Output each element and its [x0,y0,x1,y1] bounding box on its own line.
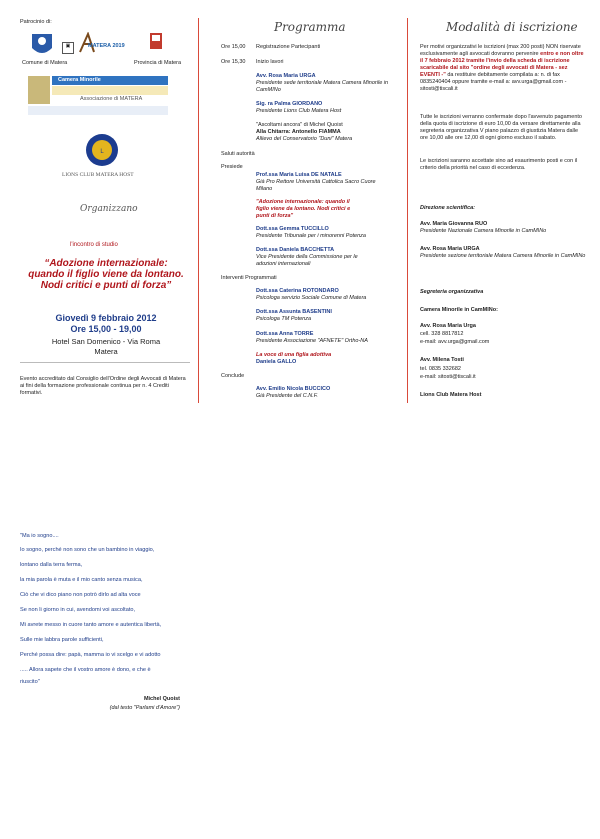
poem-line: Mi avrete messo in cuore tanto amore e autentica libertà, [20,622,162,628]
speaker-buccico-desc: Già Presidente del C.N.F. [256,393,318,399]
provincia-logo [148,31,164,55]
logo-label-provincia: Provincia di Matera [134,60,182,66]
segreteria-title: Segreteria organizzativa [420,289,484,295]
iscrizione-heading: Modalità di iscrizione [446,20,578,34]
contact-tosti-mail[interactable]: e-mail: sitosti@tiscali.it [420,374,476,380]
event-city: Matera [94,347,118,356]
speaker-rotondaro-desc: Psicologa servizio Sociale Comune di Matera [256,295,367,301]
credits-note: Evento accreditato dal Consiglio dell'Ordine degli Avvocati di Matera ai fini della formazione professionale continua per n. 4 Crediti formativi. [20,376,186,396]
lions-label: LIONS CLUB MATERA HOST [62,172,134,178]
poem-author: Michel Quoist [143,696,180,702]
poem-line: Se non li giorno in cui, avendomi voi ascoltato, [20,607,136,613]
svg-text:L: L [100,149,104,155]
iscrizione-p1b: entro e non oltre il 7 febbraio 2012 tramite l'invio della scheda di iscrizione scaricabile dal sito "ordine degli avvocati di Matera - sez EVENTI -" [420,51,584,78]
speaker-basentini-desc: Psicologa TM Potenza [256,316,312,322]
incontro-label: l'incontro di studio [70,242,118,248]
credits-divider [20,362,190,363]
poem-line: Sulle mie labbra parole sufficienti, [20,637,104,643]
iscrizione-p1c: da restituire debitamente compilata a: n. di fax 0835240404 oppure tramite e-mail a: avv.urga@gmail.com - sitosti@tiscali.it [420,72,567,92]
poem-line: riuscito" [20,679,40,685]
ascoltami-title: "Ascoltami ancora" di Michel Quoist [256,122,343,128]
poem-line: ..... Allora sapete che il vostro amore è dono, e che è [20,667,151,673]
organizza-heading: Organizzano [80,204,138,214]
poem-line: "Ma io sogno.... [20,533,59,539]
lions-contact: Lions Club Matera Host [420,392,482,398]
speaker-basentini-name: Dott.ssa Assunta BASENTINI [256,309,332,315]
poem-line: la mia parola è muta e il mio canto senza musica, [20,577,143,583]
poem-line: Ciò che vi dico piano non potrò dirlo ad alta voce [20,592,141,598]
row-text-2: Inizio lavori [256,59,284,65]
partners-label: Patrocinio di: [20,19,52,25]
programma-heading: Programma [274,20,346,34]
lions-logo [84,132,120,168]
direzione-urga-desc: Presidente sezione territoriale Matera Camera Minorile in CamMINo [420,253,586,259]
iscrizione-p2: Tutte le iscrizioni verranno confermate dopo l'avvenuto pagamento della quota di iscrizione di euro 10,00 da versare direttamente alla segreteria organizzativa V piano palazzo di giustizia Matera dalle ore 10,00 alle ore 12,00 di ogni giorno escluso il sabato. [420,114,582,141]
row-text-1: Registrazione Partecipanti [256,44,321,50]
speaker-torre-desc: Presidente Associazione "AFNETE" Ortho-NA [256,338,368,344]
iscrizione-p3: Le iscrizioni saranno accettate sino ad esaurimento posti e con il criterio della priorità nel caso di eccedenza. [420,158,578,171]
speaker-urga-name: Avv. Rosa Maria URGA [256,73,316,79]
chitarra-name: Alla Chitarra: Antonello FIAMMA [256,129,341,135]
speaker-bacchetta-name: Dott.ssa Daniela BACCHETTA [256,247,335,253]
speaker-buccico-name: Avv. Emilio Nicola BUCCICO [256,386,331,392]
chitarra-desc: Allievo del Conservatorio "Duni" Matera [256,136,353,142]
logo-label-comune: Comune di Matera [22,60,68,66]
contact-tosti-tel: tel. 0835 332682 [420,366,461,372]
speaker-torre-name: Dott.ssa Anna TORRE [256,331,314,337]
testimonianza-title: La voce di una figlia adottiva [256,352,332,358]
column-divider-1 [198,18,199,403]
unesco-logo: ▣ [62,42,74,54]
segreteria-org: Camera Minorile in CamMINo: [420,307,498,313]
speaker-giordano-name: Sig. ra Palma GIORDANO [256,101,323,107]
presiede-label: Presiede [221,164,243,170]
comune-matera-logo [24,30,60,58]
interventi-label: Interventi Programmati [221,275,277,281]
poem-line: Perché possa dire: papà, mamma io vi scelgo e vi adotto [20,652,161,658]
event-time: Ore 15,00 - 19,00 [70,324,142,334]
event-venue: Hotel San Domenico - Via Roma [51,337,161,346]
poem [20,533,200,686]
contact-tosti-name: Avv. Milena Tosti [420,357,464,363]
contact-urga-cell: cell. 328 8817812 [420,331,464,337]
speaker-denatale-name: Prof.ssa Maria Luisa DE NATALE [256,172,342,178]
direzione-ruo-desc: Presidente Nazionale Camera Minorile in CamMINo [420,228,547,234]
direzione-ruo-name: Avv. Maria Giovanna RUO [420,221,488,227]
iscrizione-p1a: Per motivi organizzativi le iscrizioni (max 200 posti) NON riservate esclusivamente agli avvocati dovranno pervenire [420,44,581,57]
poem-line: lontano dalla terra ferma, [20,562,83,568]
column-divider-2 [407,18,408,403]
logo-label-matera2019: MATERA 2019 [88,43,125,49]
camera-minorile-sub: Associazione di MATERA [80,96,143,102]
poem-source: (dal testo "Parlami d'Amore") [109,705,180,711]
direzione-urga-name: Avv. Rosa Maria URGA [420,246,480,252]
camera-minorile-title: Camera Minorile [58,77,101,83]
event-title: “Adozione internazionale: quando il figlio viene da lontano. Nodi critici e punti di forza” [28,258,184,291]
speaker-rotondaro-name: Dott.ssa Caterina ROTONDARO [256,288,339,294]
speaker-denatale-desc: Già Pro Rettore Università Cattolica Sacro Cuore Milano [256,179,376,192]
conclude-label: Conclude [221,373,245,379]
speaker-urga-desc: Presidente sede territoriale Matera Camera Minorile in CamMINo [256,80,389,93]
direzione-title: Direzione scientifica: [420,205,476,211]
speaker-bacchetta-desc: Vice Presidente della Commissione per le adozioni internazionali [256,254,358,267]
contact-urga-name: Avv. Rosa Maria Urga [420,323,476,329]
row-time-1: Ore 15,00 [221,44,246,50]
poem-line: Io sogno, perché non sono che un bambino in viaggio, [20,547,155,553]
row-time-2: Ore 15,30 [221,59,246,65]
speaker-gallo-name: Daniela GALLO [256,359,297,365]
iscrizione-p1 [420,44,585,93]
speaker-tuccillo-desc: Presidente Tribunale per i minorenni Potenza [256,233,366,239]
speaker-giordano-desc: Presidente Lions Club Matera Host [256,108,342,114]
speaker-tuccillo-name: Dott.ssa Gemma TUCCILLO [256,226,329,232]
contact-urga-mail[interactable]: e-mail: avv.urga@gmail.com [420,339,490,345]
saluti-label: Saluti autorità [221,151,255,157]
relazione-title: "Adozione internazionale: quando il figlio viene da lontano. Nodi critici e punti di forza" [256,199,351,219]
event-date: Giovedì 9 febbraio 2012 [55,313,157,323]
